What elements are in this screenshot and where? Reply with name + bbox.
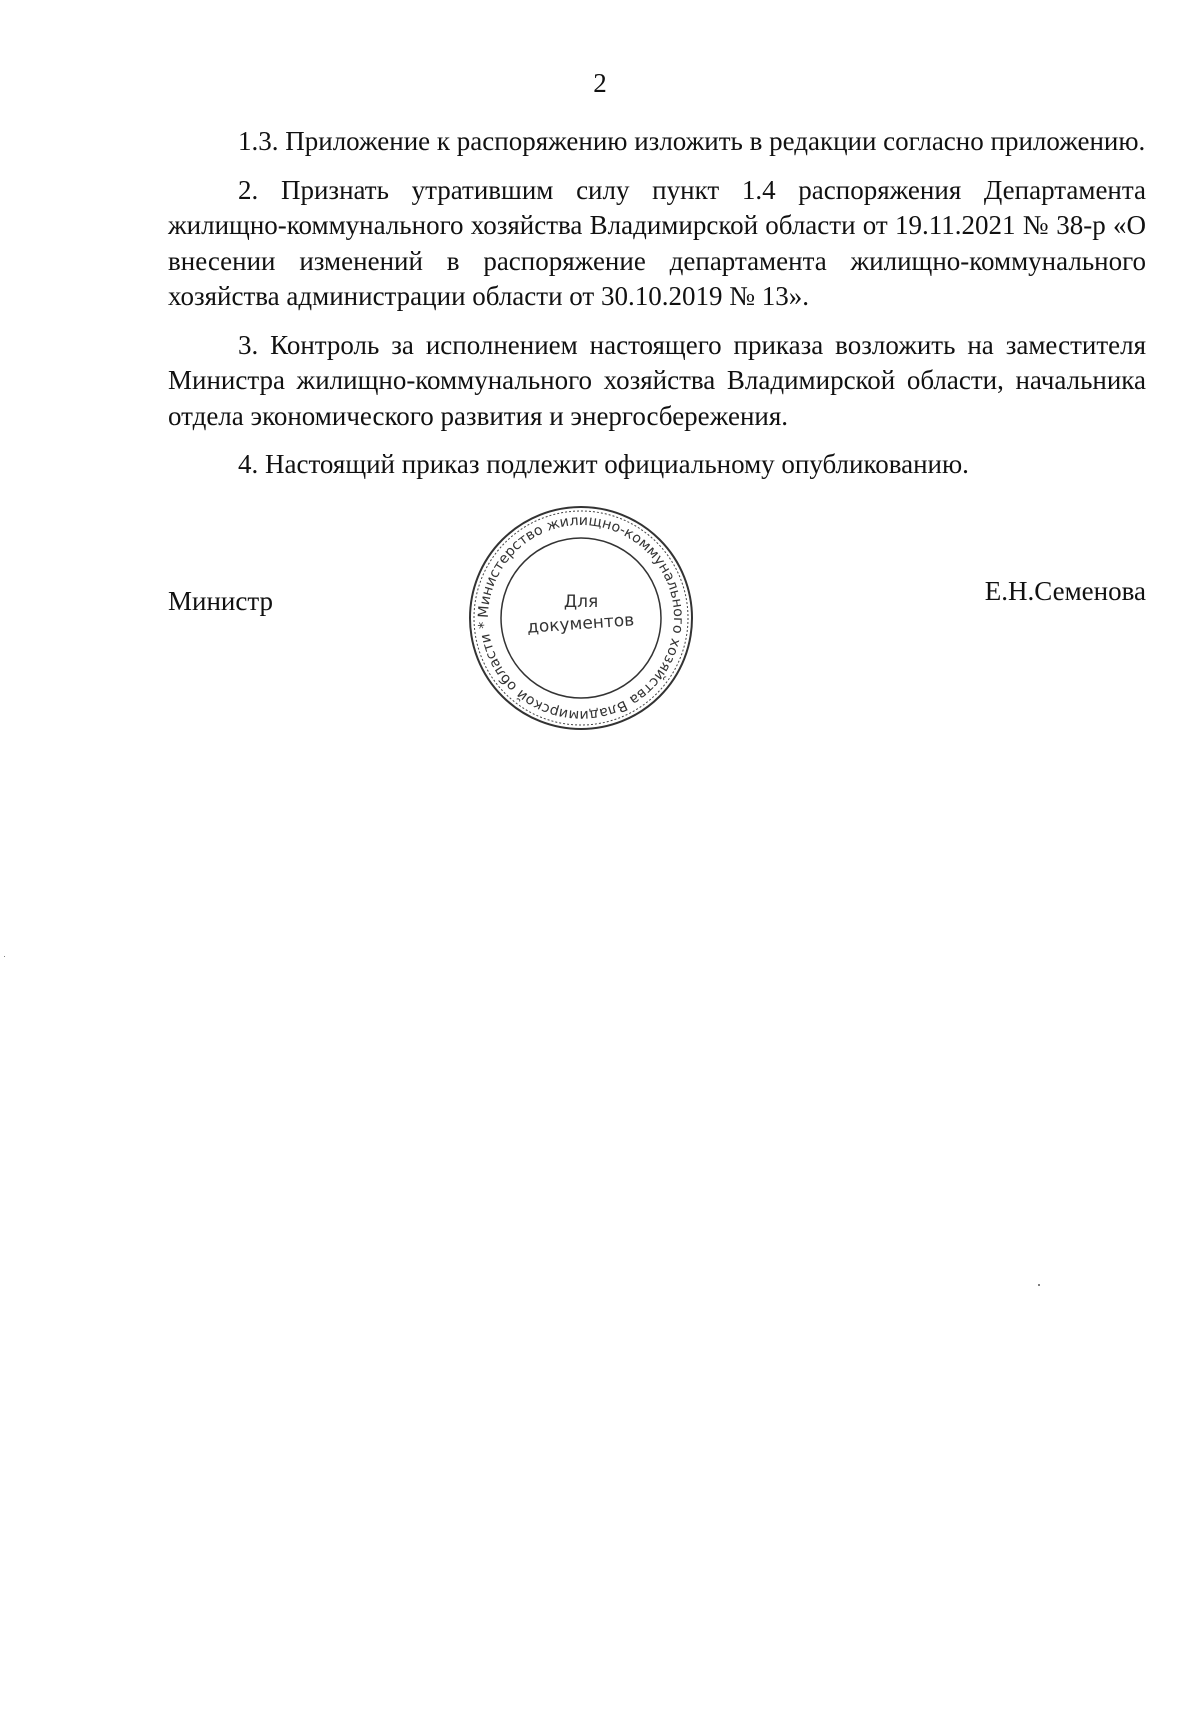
signatory-name: Е.Н.Семенова (984, 576, 1146, 606)
document-body (168, 124, 1146, 496)
stamp-center-line-2: документов (526, 610, 635, 638)
stamp-seal-graphic (466, 503, 696, 733)
page-number: 2 (593, 68, 607, 98)
scan-speck (4, 956, 5, 957)
signatory-position: Министр (168, 586, 273, 616)
scan-speck (1038, 1284, 1040, 1286)
stamp-ring-text: Министерство жилищно-коммунального хозяйства Владимирской области * (475, 512, 687, 724)
paragraph-2: 2. Признать утратившим силу пункт 1.4 распоряжения Департамента жилищно-коммунального хозяйства Владимирской области от 19.11.2021 № 38-р «О внесении изменений в распоряжение департамента жилищно-коммунального хозяйства администрации области от 30.10.2019 № 13». (168, 174, 1146, 311)
paragraph-4: 4. Настоящий приказ подлежит официальному опубликованию. (238, 449, 969, 479)
official-stamp (466, 503, 696, 733)
paragraph-1-3: 1.3. Приложение к распоряжению изложить в редакции согласно приложению. (238, 126, 1146, 156)
paragraph-3: 3. Контроль за исполнением настоящего приказа возложить на заместителя Министра жилищно-коммунального хозяйства Владимирской области, начальника отдела экономического развития и энергосбережения. (168, 329, 1146, 431)
stamp-center-line-1: Для (563, 592, 599, 612)
